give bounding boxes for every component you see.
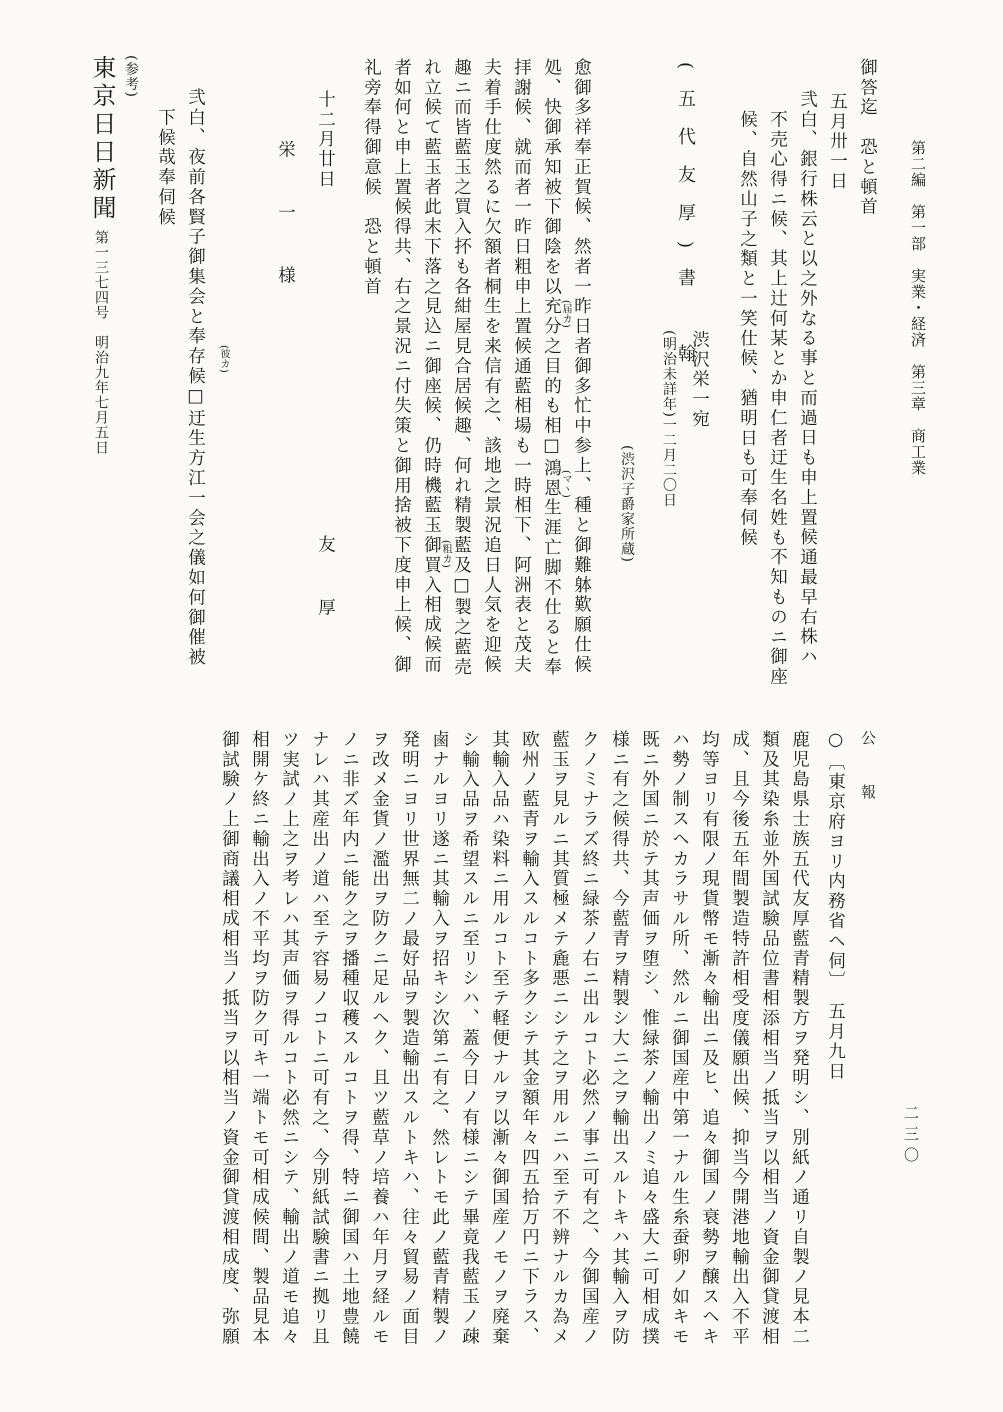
annotation-hika: (彼カ) [218,345,229,373]
annotation-mama: (マヽ) [560,470,571,498]
lower-line-2: 類及其染糸並外国試験品位書相添相当ノ抵当ヲ以相当ノ資金御貸渡相 [759,730,780,1347]
lower-line-15: ヲ改メ金貨ノ濫出ヲ防クニ足ルヘク、且ツ藍草ノ培養ハ年月ヲ経ルモ [369,730,390,1347]
upper-column-1: 不売心得ニ候、其上辻何某とか申仁者迂生名姓も不知ものニ御座 [767,110,788,688]
lower-line-16: ノニ非ズ年内ニ能ク之ヲ播種収穫スルコトヲ得、特ニ御国ハ土地豊饒 [339,730,360,1347]
closing-recipient: 栄 一 様 [275,140,296,298]
reference-paper: 東京日日新聞 [88,55,116,223]
lower-line-9: 藍玉ヲ見ルニ其質極メテ麁悪ニシテ之ヲ用ルニハ至テ不辨ナルカ為メ [549,730,570,1347]
lower-line-14: 発明ニヨリ世界無二ノ最好品ヲ製造輸出スルトキハ、往々貿易ノ面目 [399,730,420,1347]
lower-line-11: 其輸入品ハ染料ニ用ルコト至テ軽便ナルヲ以漸々御国産ノモノヲ廃棄 [489,730,510,1347]
reference-issue: 第一三七四号 明治九年七月五日 [93,230,109,455]
letter-title: (五代友厚)書 翰 [675,62,696,383]
postscript-line-1: 弐白、夜前各賢子御集会と奉存候□迂生方江一会之儀如何御催被 [185,88,206,668]
upper-column-2: 弐白、銀行株云と以之外なる事と而過日も申上置候通最早右株ハ [797,90,818,668]
date-note: (明治未詳年)一二月二〇日 [661,330,677,508]
letter-line-1: 愈御多祥奉正賀候、然者一昨日者御多忙中参上、種と御難躰歎願仕候 [571,58,592,675]
closing-date: 十二月廿日 [315,90,336,190]
lower-line-6: 既ニ外国ニ於テ其声価ヲ堕シ、惟緑茶ノ輸出ノミ追々盛大ニ可相成撲 [639,730,660,1347]
lower-line-12: シ輸入品ヲ希望スルニ至リシハ、蓋今日ノ有様ニシテ畢竟我藍玉ノ疎 [459,730,480,1347]
page-number: 二三〇 [902,1105,920,1168]
lower-line-13: 鹵ナルヨリ遂ニ其輸入ヲ招キシ次第ニ有之、然レトモ此ノ藍青精製ノ [429,730,450,1347]
letter-line-5: 趣ニ而皆藍玉之買入抔も各紺屋見合居候趣、何れ精製藍及□製之藍売 [451,58,472,678]
lower-line-7: 様ニ有之候得共、今藍青ヲ精製シ大ニ之ヲ輸出スルトキハ其輸入ヲ防 [609,730,630,1347]
lower-line-17: ナレハ其産出ノ道ハ至テ容易ノコトニ可有之、今別紙試験書ニ拠リ且 [309,730,330,1347]
lower-line-8: クノミナラズ終ニ緑茶ノ右ニ出ルコト必然ノ事ニ可有之、今御国産ノ [579,730,600,1347]
lower-line-18: ツ実試ノ上之ヲ考レハ其声価ヲ得ルコト必然ニシテ、輸出ノ道モ追々 [279,730,300,1347]
annotation-soka: (粗カ) [440,540,451,568]
upper-column-3: 五月卅一日 [827,92,848,192]
running-head: 第二編 第一部 実業・経済 第三章 商工業 [909,140,927,476]
letter-line-8: 礼旁奉得御意候 恐と頓首 [361,58,382,297]
letter-line-4: 夫着手仕度然るに欠額者桐生を来信有之、該地之景況追日人気を迎候 [481,58,502,675]
closing-sender: 友 厚 [315,535,336,630]
annotation-todoku: (届カ) [560,300,571,328]
upper-column-5: 候、自然山子之類と一笑仕候、猶明日も可奉伺候 [737,110,758,548]
postscript-line-2: 下候哉奉伺候 [155,108,176,228]
section-heading: 公 報 [859,730,877,811]
letter-line-6: れ立候て藍玉者此末下落之見込ニ御座候、仍時機藍玉御買入相成候而 [421,58,442,675]
source-note: (渋沢子爵家所蔵) [619,445,635,563]
lower-line-4: 均等ヨリ有限ノ現貨幣モ漸々輸出ニ及ヒ、追々御国ノ衰勢ヲ醸スヘキ [699,730,720,1347]
letter-line-2: 処、快御承知被下御陰を以充分之目的も相□鴻恩生涯亡脚不仕ると奉 [541,58,562,678]
lower-line-1: 鹿児島県士族五代友厚藍青精製方ヲ発明シ、別紙ノ通リ自製ノ見本二 [789,730,810,1347]
letter-line-7: 者如何と申上置候得共、右之景況ニ付失策と御用捨被下度申上候、御 [391,58,412,675]
upper-column-4: 御答迄 恐と頓首 [857,58,878,218]
lower-heading: ○〔東京府ヨリ内務省ヘ伺〕 五月九日 [825,730,846,1082]
lower-line-5: ハ勢ノ制スヘカラサル所、然ルニ御国産中第一ナル生糸蚕卵ノ如キモ [669,730,690,1347]
lower-line-19: 相開ケ終ニ輸出入ノ不平均ヲ防ク可キ一端トモ可相成候間、製品見本 [249,730,270,1347]
letter-line-3: 拝謝候、就而者一昨日粗申上置候通藍相場も一時相下、阿洲表と茂夫 [511,58,532,675]
lower-line-10: 欧州ノ藍青ヲ輸入スルコト多クシテ其金額年々四五拾万円ニ下ラス、 [519,730,540,1347]
lower-line-3: 成、且今後五年間製造特許相受度儀願出候、抑当今開港地輸出入不平 [729,730,750,1347]
lower-line-20: 御試験ノ上御商議相成相当ノ抵当ヲ以相当ノ資金御貸渡相成度、弥願 [219,730,240,1347]
reference-label: (参考) [123,55,139,98]
addressee: 渋沢栄一宛 [689,330,710,430]
